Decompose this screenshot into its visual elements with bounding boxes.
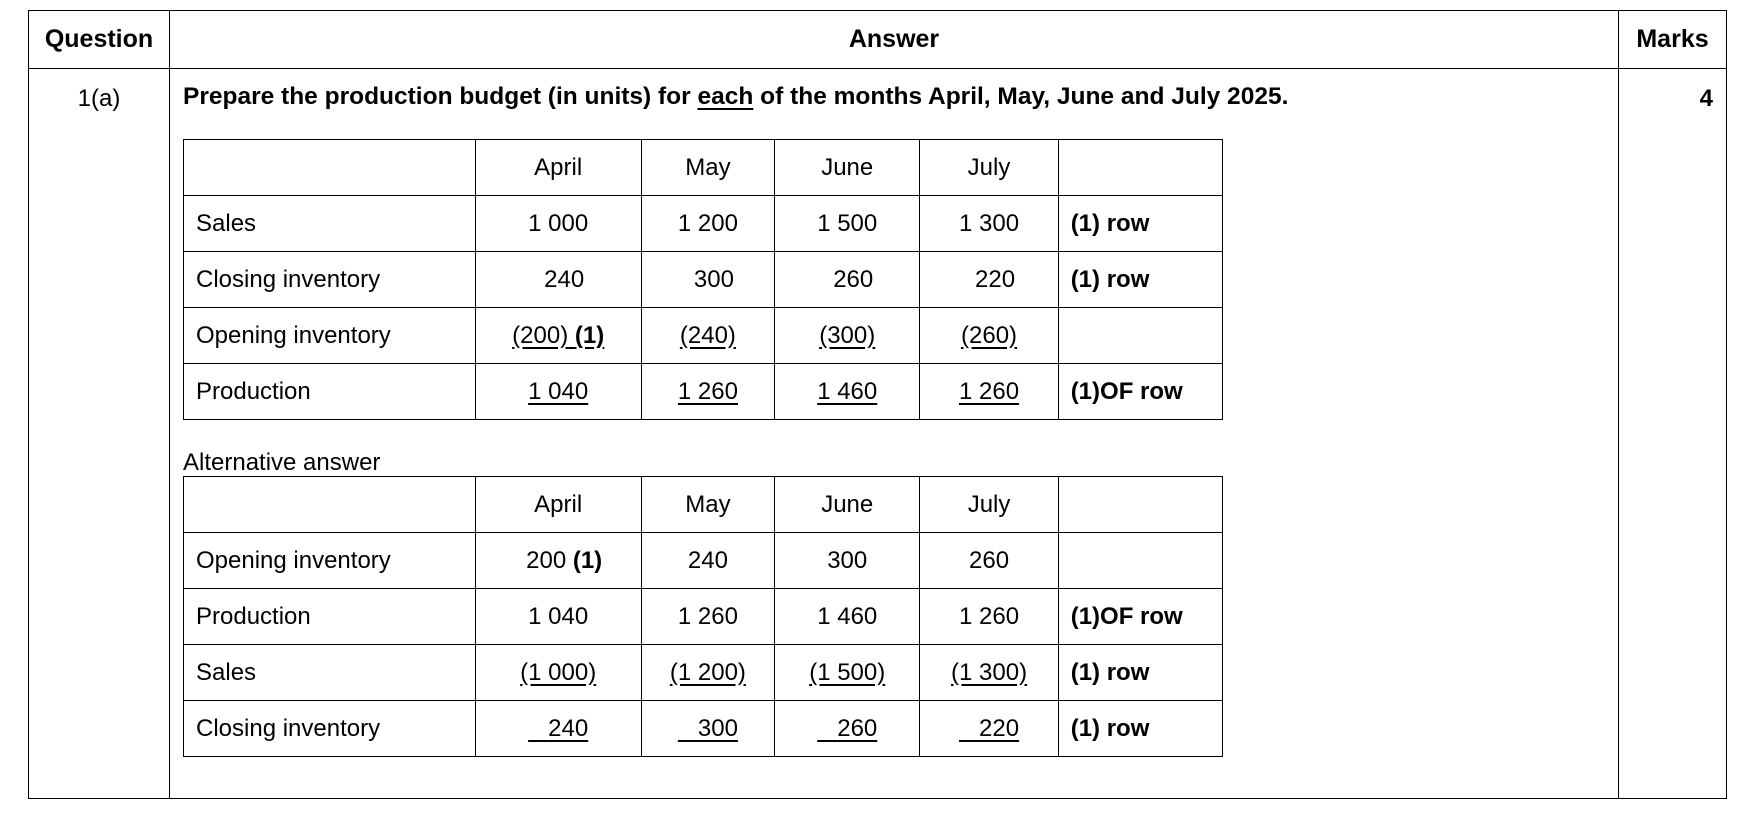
cell-july: 1 300 [920,196,1058,252]
table-row [184,645,1223,701]
cell-value: 220 [979,714,1020,742]
table1-month-june: June [775,140,920,196]
row-mark: (1) row [1058,252,1222,308]
table-row [184,533,1223,589]
row-label: Sales [184,645,476,701]
header-answer: Answer [170,11,1619,69]
cell-may [641,252,774,308]
cell-april: 1 000 [475,196,641,252]
cell-value: 240 [548,714,589,742]
cell-value: 300 [693,265,734,293]
table-row [184,364,1223,420]
row-mark [1058,308,1222,364]
table1-corner [184,140,476,196]
cell-value: 200 [526,546,567,574]
cell-july [920,308,1058,364]
table2-month-july: July [920,477,1058,533]
cell-july [920,645,1058,701]
cell-june [775,364,920,420]
cell-value: 260 [833,265,874,293]
table-row [184,701,1223,757]
cell-value: (260) [961,321,1018,349]
cell-may [641,308,774,364]
cell-june [775,308,920,364]
row-mark [1058,533,1222,589]
answer-cell [170,69,1619,799]
table2-mark-header [1058,477,1222,533]
cell-june [775,252,920,308]
table1-month-july: July [920,140,1058,196]
cell-april [475,645,641,701]
prompt-text-1: Prepare the production budget (in units) for [183,83,698,110]
table1-month-may: May [641,140,774,196]
table-row [184,589,1223,645]
row-mark: (1)OF row [1058,589,1222,645]
header-row [29,11,1727,69]
cell-value: 300 [697,714,738,742]
cell-value: 220 [975,265,1016,293]
table2-month-april: April [475,477,641,533]
cell-may [641,364,774,420]
row-label: Sales [184,196,476,252]
header-marks: Marks [1619,11,1727,69]
cell-may [641,645,774,701]
table1-month-april: April [475,140,641,196]
cell-value: (240) [679,321,736,349]
cell-value: 1 260 [958,377,1020,405]
cell-value: (1 500) [809,658,886,686]
cell-value: (200) [512,321,569,349]
cell-mark: (1) [574,321,605,349]
table2-corner [184,477,476,533]
table-row [184,196,1223,252]
cell-june [775,701,920,757]
cell-july: 260 [920,533,1058,589]
budget-table-alternative [183,476,1223,757]
cell-may: 1 200 [641,196,774,252]
mark-scheme-table [28,10,1727,799]
cell-value: (1 200) [669,658,746,686]
cell-april [475,252,641,308]
row-label: Production [184,589,476,645]
table1-mark-header [1058,140,1222,196]
alternative-answer-label: Alternative answer [183,449,381,476]
question-row [29,69,1727,799]
cell-value: (1 300) [951,658,1028,686]
cell-value: (1 000) [520,658,597,686]
row-label: Closing inventory [184,252,476,308]
cell-july [920,701,1058,757]
question-number: 1(a) [29,69,170,799]
row-mark: (1) row [1058,196,1222,252]
table2-month-june: June [775,477,920,533]
row-mark: (1) row [1058,701,1222,757]
cell-may [641,701,774,757]
cell-april [475,308,641,364]
table-row [184,252,1223,308]
row-mark: (1) row [1058,645,1222,701]
cell-value: 260 [837,714,878,742]
cell-value: 240 [544,265,585,293]
cell-june: 300 [775,533,920,589]
table2-header-row [184,477,1223,533]
prompt-text-2: of the months April, May, June and July 2025. [753,83,1289,110]
row-label: Closing inventory [184,701,476,757]
cell-value: 1 260 [677,377,738,405]
cell-april: 1 040 [475,589,641,645]
cell-april [475,533,641,589]
row-label: Opening inventory [184,308,476,364]
row-label: Opening inventory [184,533,476,589]
cell-july [920,252,1058,308]
table-row [184,308,1223,364]
cell-july [920,364,1058,420]
cell-june: 1 460 [775,589,920,645]
cell-april [475,701,641,757]
row-label: Production [184,364,476,420]
cell-mark: (1) [572,546,603,574]
table1-header-row [184,140,1223,196]
cell-value: 1 040 [528,377,589,405]
cell-may: 240 [641,533,774,589]
question-marks: 4 [1619,69,1727,799]
cell-value: (300) [819,321,876,349]
table2-month-may: May [641,477,774,533]
cell-june: 1 500 [775,196,920,252]
prompt-emphasis: each [697,83,754,110]
budget-table-main [183,139,1223,420]
cell-value: 1 460 [817,377,878,405]
cell-july: 1 260 [920,589,1058,645]
cell-april [475,364,641,420]
cell-june [775,645,920,701]
question-prompt [183,83,1618,111]
header-question: Question [29,11,170,69]
row-mark: (1)OF row [1058,364,1222,420]
cell-may: 1 260 [641,589,774,645]
